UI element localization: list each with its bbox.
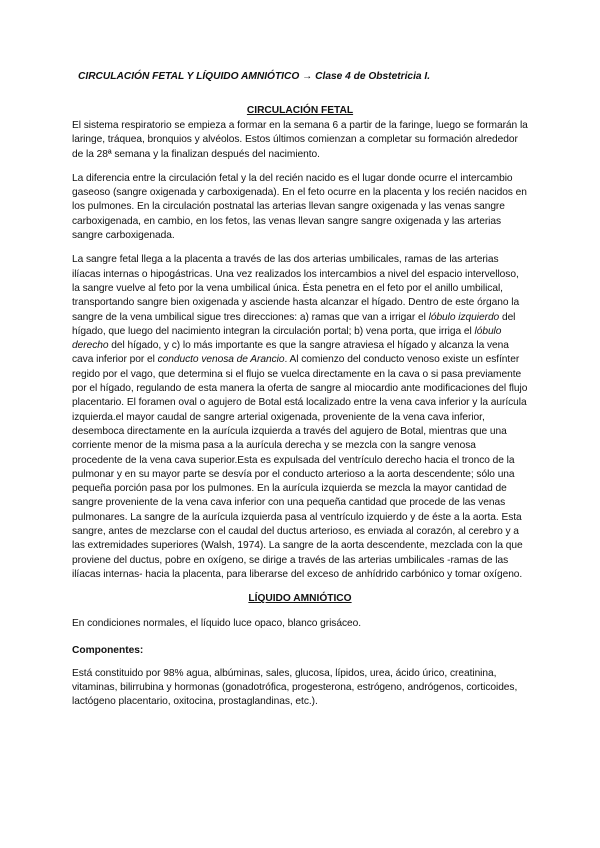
subheading-componentes: Componentes: bbox=[72, 644, 144, 656]
section-heading-circulacion-fetal: CIRCULACIÓN FETAL bbox=[246, 105, 354, 116]
paragraph-fetal-blood-flow bbox=[72, 253, 528, 582]
paragraph-text-segment: del hígado, que luego del nacimiento integran la circulación portal; b) vena porta, que irriga el bbox=[72, 311, 516, 337]
section-heading-liquido-amniotico: LÍQUIDO AMNIÓTICO bbox=[248, 593, 352, 605]
paragraph-normal-conditions: En condiciones normales, el líquido luce opaco, blanco grisáceo. bbox=[72, 618, 362, 630]
emphasis-lobulo-izquierdo: lóbulo izquierdo bbox=[428, 311, 500, 323]
paragraph-text-segment: del hígado, y c) lo más importante es que la sangre atraviesa el hígado y alcanza la vena cava inferior por el bbox=[72, 340, 509, 366]
paragraph-circulation-difference: La diferencia entre la circulación fetal y la del recién nacido es el lugar donde ocurre el intercambio gaseoso (sangre oxigenada y carboxigenada). En el feto ocurre en la placenta y los recién nacidos en los pulmones. En la circulación postnatal las arterias llevan sangre oxigenada y las venas sangre carboxigenada, en cambio, en los fetos, las venas llevan sangre sangre oxigenada y las arterias sangre carboxigenada. bbox=[72, 172, 527, 242]
emphasis-lobulo-derecho: lóbulo derecho bbox=[72, 325, 502, 352]
paragraph-respiratory-system: El sistema respiratorio se empieza a formar en la semana 6 a partir de la faringe, luego se formarán la laringe, tráquea, bronquios y alvéolos. Estos últimos comienzan a completar su formación alrededor de la 28ª semana y la finalizan después del nacimiento. bbox=[72, 120, 528, 160]
paragraph-components: Está constituido por 98% agua, albúminas, sales, glucosa, lípidos, urea, ácido úrico, creatinina, vitaminas, bilirrubina y hormonas (gonadotrófica, progesterona, estrógeno, andrógenos, corticoides, lactógeno placentario, oxitocina, prostaglandinas, etc.). bbox=[72, 667, 518, 708]
paragraph-text-segment: . Al comienzo del conducto venoso existe un esfínter regido por el vago, que determina si el flujo se vuelca directamente en la cava o si pasa previamente por el hígado, regulando de esta manera la oferta de sangre al miocardio ante modificaciones del flujo placentario. El foramen oval o agujero de Botal está localizado entre la vena cava inferior y la aurícula izquierda.el mayor caudal de sangre arterial oxigenada, proveniente de la vena cava inferior, desemboca directamente en la aurícula izquierda a través del agujero de Botal, mientras que una corriente menor de la misma pasa a la aurícula derecha y se mezcla con la sangre venosa procedente de la vena cava superior.Esta es expulsada del ventrículo derecho hacia el tronco de la pulmonar y en su mayor parte se desvía por el conducto arterioso a la aorta descendente; sólo una pequeña porción pasa por los pulmones. En la aurícula izquierda se mezcla la mayor cantidad de sangre proveniente de la vena cava inferior con una pequeña cantidad que procede de las venas pulmonares. La sangre de la aurícula izquierda pasa al ventrículo izquierdo y de éste a la aorta. Esta sangre, antes de mezclarse con el caudal del ductus arterioso, es enviada al corazón, al cerebro y a las extremidades superiores (Walsh, 1974). La sangre de la aorta descendente, mezclada con la que proviene del ductus, pobre en oxígeno, se dirige a través de las arterias umbilicales -ramas de las ilíacas internas- hacia la placenta, para liberarse del exceso de anhídrido carbónico y tomar oxígeno. bbox=[72, 354, 528, 580]
document-title: CIRCULACIÓN FETAL Y LÍQUIDO AMNIÓTICO → Clase 4 de Obstetricia I. bbox=[78, 71, 431, 82]
paragraph-text-segment: La sangre fetal llega a la placenta a través de las dos arterias umbilicales, ramas de las arterias ilíacas internas o hipogástricas. Una vez realizados los intercambios a nivel del espacio intervelloso, la sangre vuelve al feto por la vena umbilical única. Ésta penetra en el feto por el anillo umbilical, transportando sangre bien oxigenada y asciende hasta alcanzar el hígado. Dentro de este órgano la sangre de la vena umbilical sigue tres direcciones: a) ramas que van a irrigar el bbox=[72, 254, 520, 323]
emphasis-conducto-venoso: conducto venosa de Arancio bbox=[157, 354, 285, 366]
